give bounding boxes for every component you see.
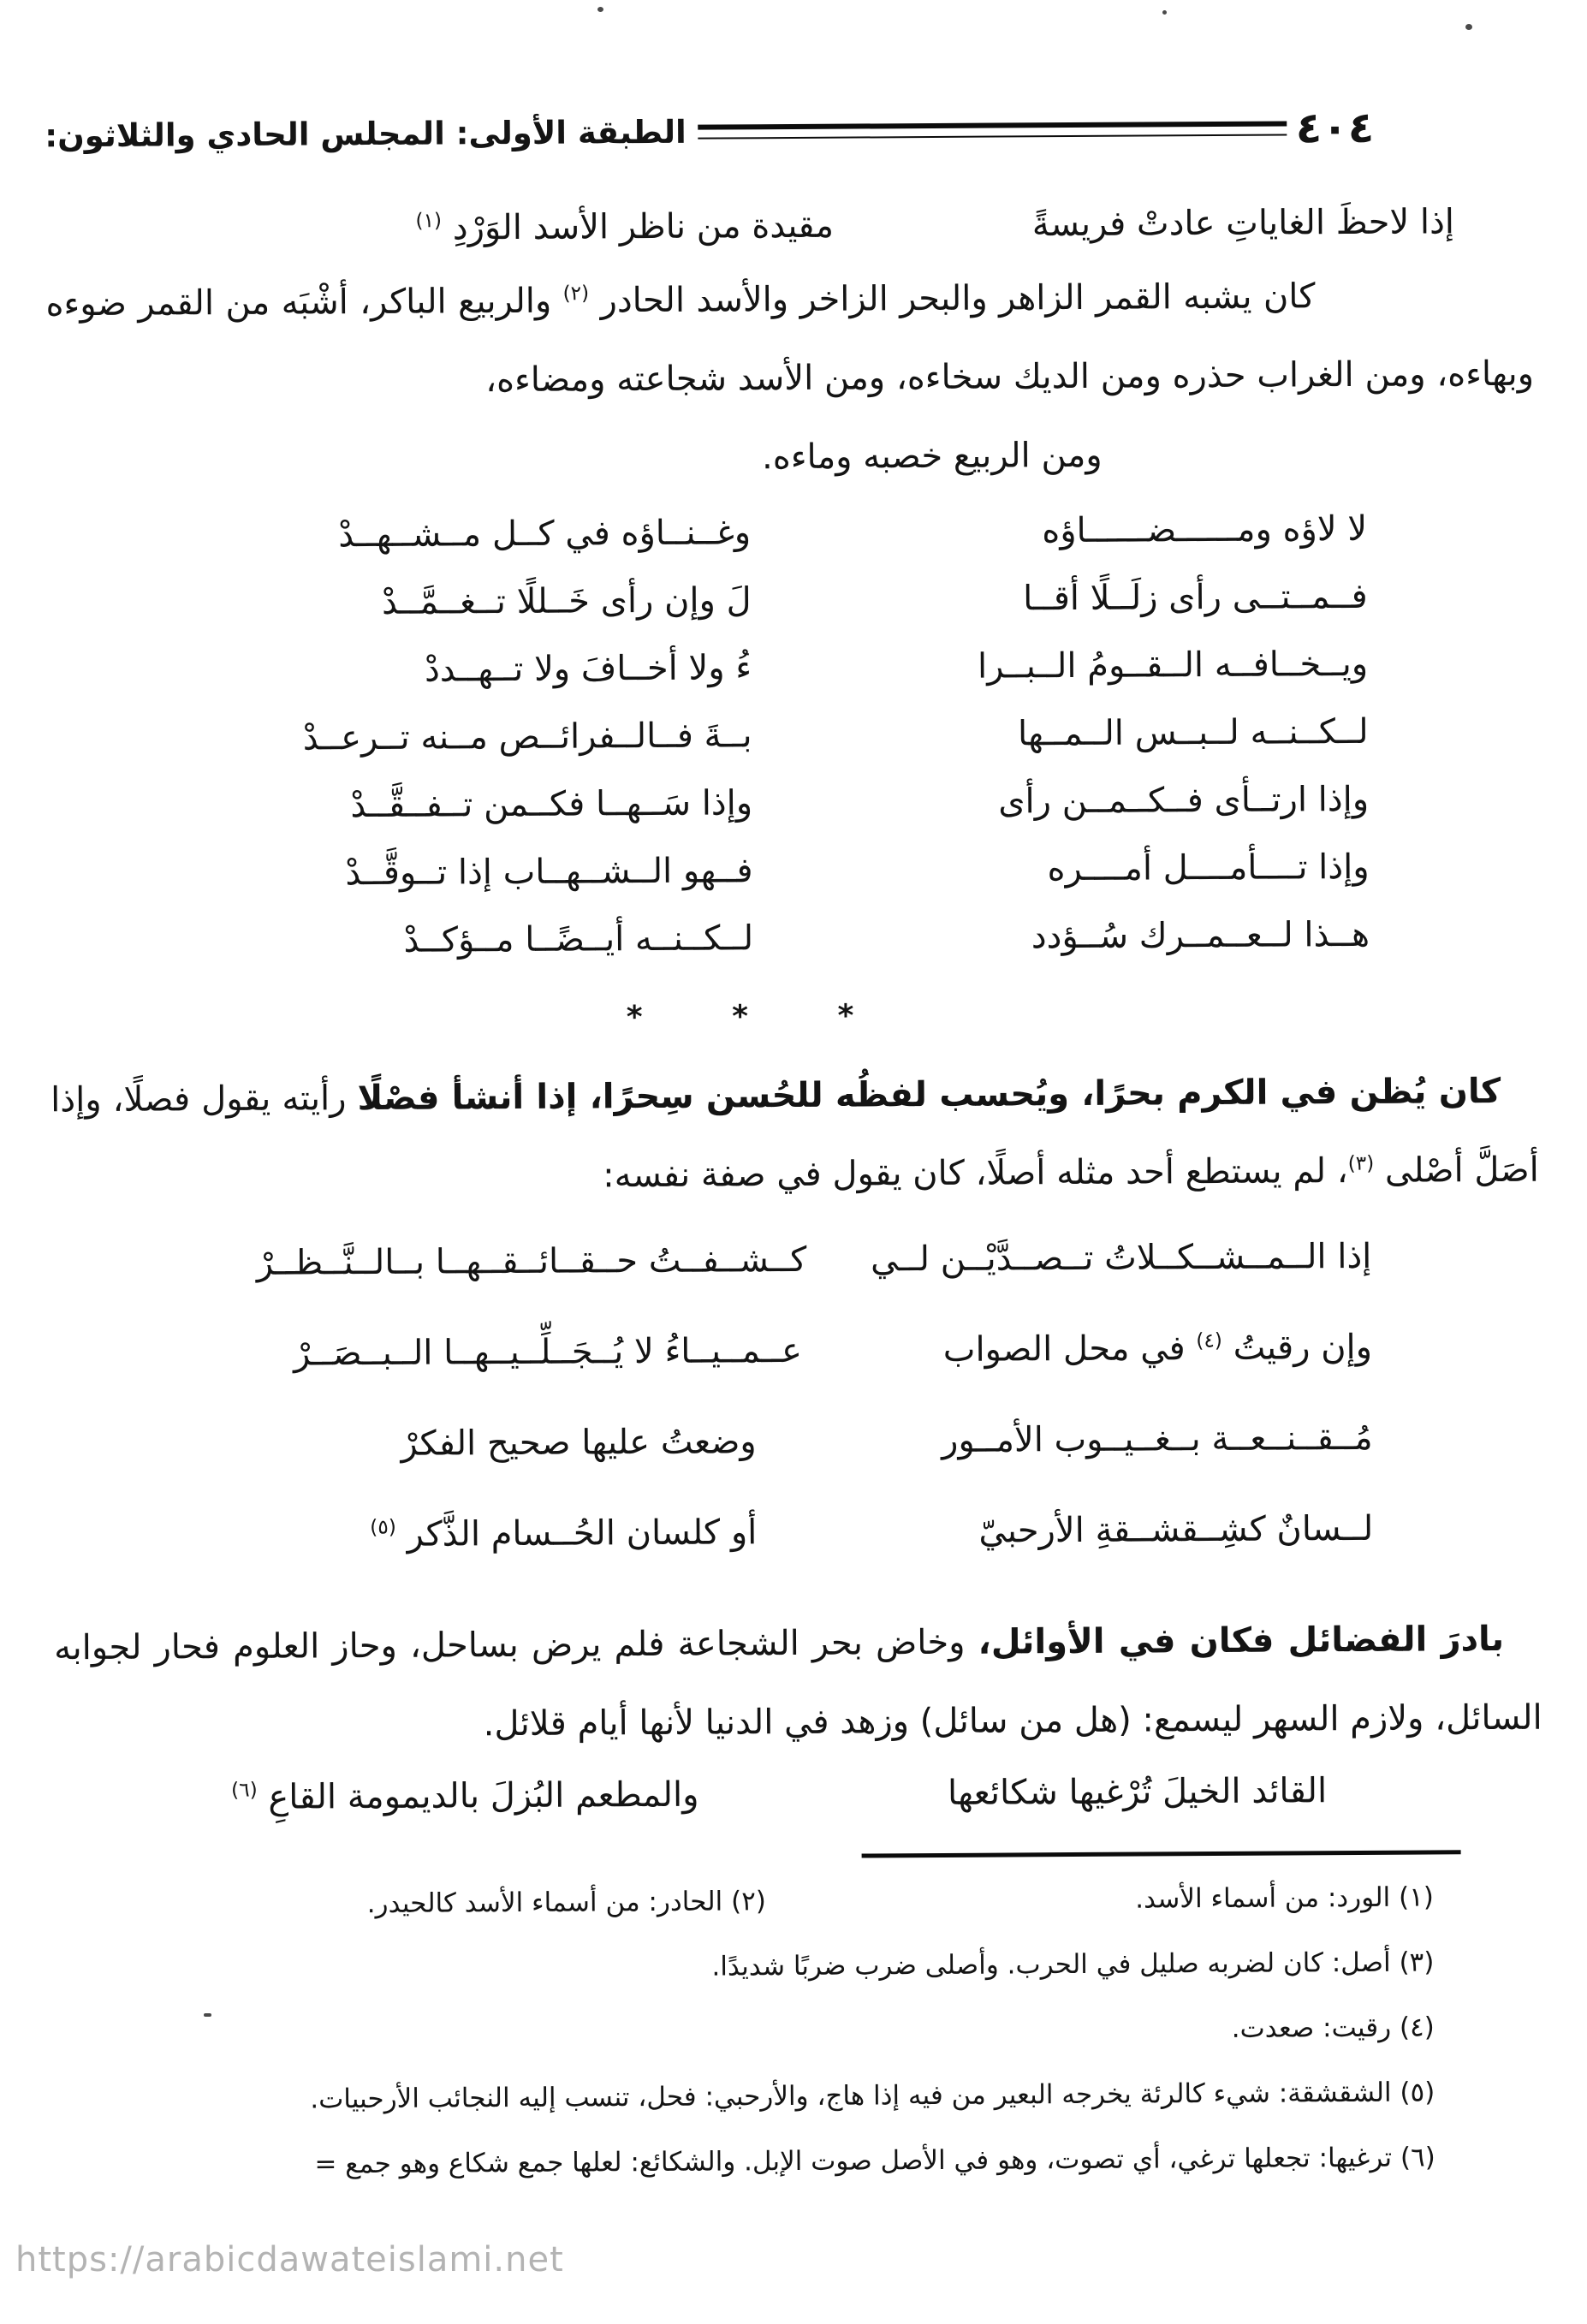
verse-left-hemistich: وإذا سَــهــا فكــمن تــفــقَّــدْ xyxy=(350,783,753,826)
verse-left-hemistich: فــهو الــشــهــاب إذا تــوقَّــدْ xyxy=(345,851,753,894)
poem-1 xyxy=(288,500,1370,980)
verse-right-hemistich: إذا لاحظَ الغاياتِ عادتْ فريسةً xyxy=(1031,202,1455,245)
intro-verse xyxy=(333,193,1454,258)
verse-left-hemistich: بــةَ فــالــفرائــص مــنه تــرعــدْ xyxy=(302,716,752,758)
header-right-margin xyxy=(1374,127,1532,128)
verse-right-hemistich: هــذا لــعــمــرك سُــؤدد xyxy=(1031,914,1370,957)
footnote-1: (١) الورد: من أسماء الأسد. xyxy=(1135,1881,1435,1915)
scan-speck xyxy=(597,7,603,12)
verse-line xyxy=(231,1762,1327,1827)
verse-line xyxy=(256,1227,1372,1293)
scan-speck xyxy=(1465,24,1472,30)
watermark-url: https://arabicdawateislami.net xyxy=(15,2240,564,2279)
verse-left-hemistich: أو كلسان الحُــسام الذَّكر $^{(٥)}$ xyxy=(370,1513,758,1554)
verse-line xyxy=(288,568,1367,633)
verse-left-hemistich: مقيدة من ناظر الأسد الوَرْدِ $^{(١)}$ xyxy=(415,205,835,248)
verse-right-hemistich: ويــخــافــه الــقــومُ الــبــرا xyxy=(977,644,1369,687)
verse-line xyxy=(290,838,1369,903)
verse-line xyxy=(294,1500,1373,1565)
verse-left-hemistich: والمطعم البُزلَ بالديمومة القاعِ $^{(٦)}$ xyxy=(231,1774,699,1817)
verse-line xyxy=(289,703,1368,768)
verse-right-hemistich: إذا الــمــشــكــلاتُ تــصــدَّيْــن لــي xyxy=(870,1236,1372,1280)
page-number: ٤٠٤ xyxy=(1295,102,1375,153)
verse-line xyxy=(291,906,1370,971)
verse-right-hemistich: لــسانٌ كشِــقشــقةِ الأرحبيّ xyxy=(978,1508,1374,1551)
verse-right-hemistich: لا لاؤه ومــــــضــــــاؤه xyxy=(1042,508,1368,551)
verse-right-hemistich: القائد الخيلَ تُرْغيها شكائعها xyxy=(947,1771,1328,1813)
footnote-5: (٥) الشقشقة: شيء كالرئة يخرجه البعير من فيه إذا هاج، والأرحبي: فحل، تنسب إليه النجائب الأرحبيات. xyxy=(310,2077,1435,2115)
verse-left-hemistich: وضعتُ عليها صحيح الفكرْ xyxy=(401,1422,757,1464)
scan-speck xyxy=(1162,10,1167,15)
paragraph-3-bold-lead: بادرَ الفضائل فكان في الأوائل، xyxy=(978,1619,1505,1662)
footnote-2: (٢) الحادر: من أسماء الأسد كالحيدر. xyxy=(366,1886,767,1920)
verse-left-hemistich: لــكــنــه أيــضًــا مــؤكــدْ xyxy=(403,918,754,960)
paragraph-2-bold-lead: كان يُظن في الكرم بحرًا، ويُحسب لفظُه للحُسن سِحرًا، إذا أنشأ فصْلًا xyxy=(357,1071,1501,1119)
verse-line xyxy=(294,1318,1372,1383)
footnote-4: (٤) رقيت: صعدت. xyxy=(1231,2012,1435,2044)
verse-right-hemistich: لــكــنــه لــبــس الــمــها xyxy=(1017,711,1369,754)
header-title: الطبقة الأولى: المجلس الحادي والثلاثون: xyxy=(45,113,687,154)
verse-right-hemistich: وإذا تــــأمــــل أمــــره xyxy=(1047,847,1370,889)
footnotes-block xyxy=(56,1876,1435,2186)
scan-speck xyxy=(204,2013,211,2017)
footnote-row xyxy=(56,1876,1434,1926)
verse-right-hemistich: وإن رقيتُ $^{(٤)}$ في محل الصواب xyxy=(942,1327,1373,1370)
verse-line xyxy=(333,193,1454,258)
paragraph-3-rest: وخاض بحر الشجاعة فلم يرض بساحل، وحاز العلوم فحار لجوابه السائل، ولازم السهر ليسمع: (هل من سائل) وزهد في الدنيا لأنها أيام قلائل. xyxy=(53,1622,1542,1744)
paragraph-2-rest: رأيته يقول فصلًا، وإذا أصَلَّ أصْلى $^{(٣)}$، لم يستطع أحد مثله أصلًا، كان يقول في صفة نفسه: xyxy=(51,1079,1539,1196)
footnote-3: (٣) أصل: كان لضربه صليل في الحرب. وأصلى ضرب ضربًا شديدًا. xyxy=(711,1947,1435,1982)
section-separator-stars: * * * xyxy=(626,998,894,1036)
verse-line xyxy=(294,1409,1372,1474)
paragraph-1: كان يشبه القمر الزاهر والبحر الزاخر والأسد الحادر $^{(٢)}$ والربيع الباكر، أشْبَه من القمر ضوءه وبهاءه، ومن الغراب حذره ومن الديك سخاءه، ومن الأسد شجاعته ومضاءه، xyxy=(45,276,1535,401)
verse-line xyxy=(288,500,1367,565)
verse-line xyxy=(289,635,1368,700)
header-double-rule xyxy=(698,121,1287,139)
page-header xyxy=(45,102,1532,158)
paragraph-3 xyxy=(54,1600,1542,1767)
verse-left-hemistich: وغــنــاؤه في كــل مــشــهــدْ xyxy=(338,513,752,556)
verse-right-hemistich: مُــقــنــعــة بــغــيــوب الأمــور xyxy=(941,1418,1373,1460)
footnote-6: (٦) ترغيها: تجعلها ترغي، أي تصوت، وهو في الأصل صوت الإبل. والشكائع: لعلها جمع شكاع وهو جمع = xyxy=(314,2142,1435,2180)
paragraph-2 xyxy=(51,1052,1539,1219)
verse-left-hemistich: عــمــيــاءُ لا يُــجَــلِّــيــهــا الــبــصَــرْ xyxy=(293,1330,803,1374)
verse-left-hemistich: كــشــفــتُ حــقــائــقــهــا بــالــنَّــظــرْ xyxy=(256,1239,807,1283)
footnote-divider-rule xyxy=(862,1850,1461,1857)
closing-verse xyxy=(231,1762,1327,1827)
verse-left-hemistich: لَ وإن رأى خَــللًا تــغــمَّــدْ xyxy=(381,580,752,622)
verse-right-hemistich: وإذا ارتــأى فــكــمــن رأى xyxy=(998,779,1370,822)
verse-right-hemistich: فــمــتــى رأى زلَــلًا أقــا xyxy=(1022,576,1368,619)
paragraph-1-last-line: ومن الربيع خصبه وماءه. xyxy=(761,435,1103,478)
verse-line xyxy=(290,770,1369,835)
verse-left-hemistich: ءُ ولا أخــافَ ولا تــهــددْ xyxy=(424,648,752,690)
poem-2 xyxy=(256,1227,1374,1597)
